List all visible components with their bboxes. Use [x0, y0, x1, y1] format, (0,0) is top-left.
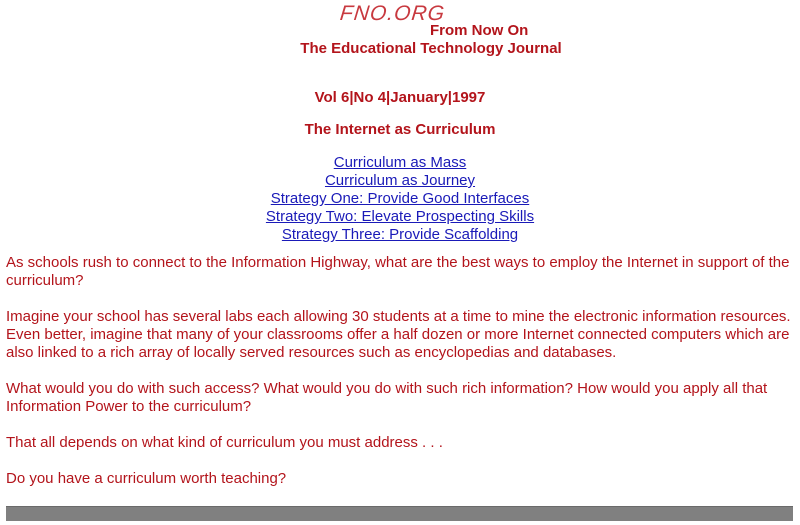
issue-label: Vol 6|No 4|January|1997	[314, 89, 486, 106]
toc-item	[0, 190, 800, 208]
paragraph: Do you have a curriculum worth teaching?	[6, 470, 287, 487]
journal-name: The Educational Technology Journal	[300, 40, 562, 57]
paragraph: As schools rush to connect to the Information Highway, what are the best ways to employ the Internet in support of the curriculum?	[6, 254, 790, 289]
paragraph: That all depends on what kind of curriculum you must address . . .	[6, 434, 443, 451]
masthead	[0, 0, 800, 60]
toc-link-curriculum-as-mass[interactable]: Curriculum as Mass	[333, 154, 467, 171]
toc-link-strategy-two[interactable]: Strategy Two: Elevate Prospecting Skills	[265, 208, 535, 225]
toc-link-strategy-three[interactable]: Strategy Three: Provide Scaffolding	[281, 226, 519, 243]
article-body	[6, 254, 796, 506]
fno-logo[interactable]: FNO.ORG	[338, 2, 447, 25]
paragraph: What would you do with such access? What would you do with such rich information? How would you apply all that Information Power to the curriculum?	[6, 380, 768, 415]
toc-item	[0, 208, 800, 226]
toc-item	[0, 226, 800, 244]
article-title: The Internet as Curriculum	[304, 121, 496, 138]
toc-item	[0, 154, 800, 172]
table-of-contents	[0, 154, 800, 244]
toc-link-strategy-one[interactable]: Strategy One: Provide Good Interfaces	[270, 190, 530, 207]
toc-link-curriculum-as-journey[interactable]: Curriculum as Journey	[324, 172, 476, 189]
footer-divider-bar	[6, 506, 793, 521]
toc-item	[0, 172, 800, 190]
paragraph: Imagine your school has several labs each allowing 30 students at a time to mine the electronic information resources. Even better, imagine that many of your classrooms offer a half dozen or more Internet connected computers which are also linked to a rich array of locally served resources such as encyclopedias and databases.	[6, 308, 791, 361]
site-name: From Now On	[430, 22, 529, 39]
